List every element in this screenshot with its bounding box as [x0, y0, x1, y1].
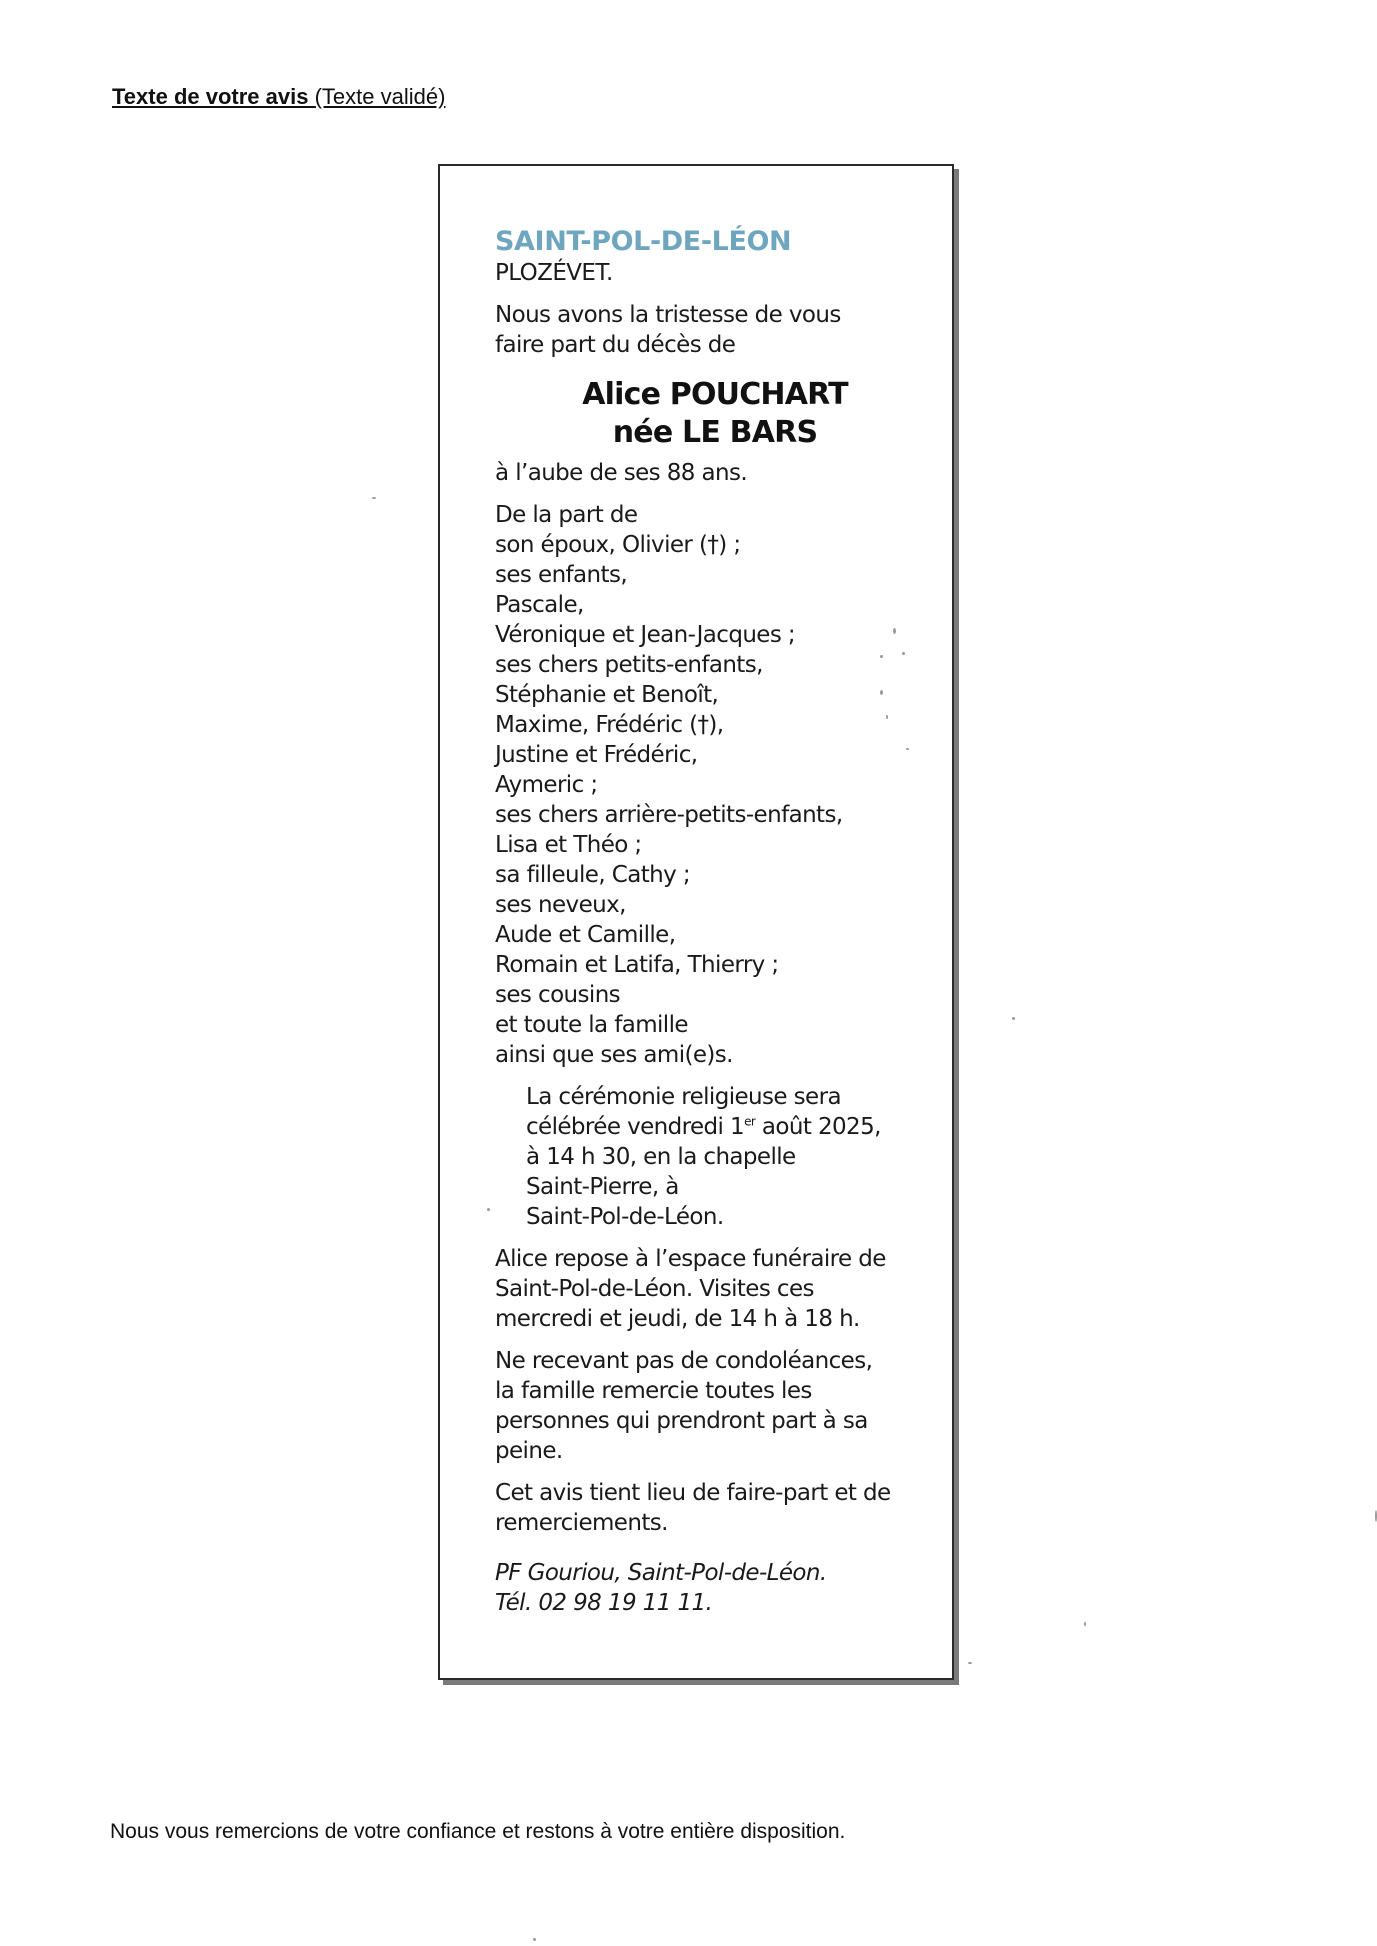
scan-speck	[1084, 1622, 1086, 1626]
deceased-name-block	[495, 376, 935, 452]
obituary-notice	[438, 164, 954, 1680]
ceremony-date-line	[526, 1112, 935, 1142]
family-line: Maxime, Frédéric (†),	[495, 712, 724, 738]
funeral-home-name: PF Gouriou, Saint-Pol-de-Léon.	[495, 1560, 827, 1586]
ceremony-line: La cérémonie religieuse sera	[526, 1084, 841, 1110]
intro-line: Nous avons la tristesse de vous	[495, 302, 841, 328]
family-line: Justine et Frédéric,	[495, 742, 698, 768]
faire-part-info	[495, 1478, 935, 1538]
scan-speck	[1012, 1017, 1015, 1020]
scan-speck	[902, 652, 905, 655]
scan-speck	[880, 690, 883, 695]
family-line: Pascale,	[495, 592, 584, 618]
ceremony-date-after: août 2025,	[755, 1114, 881, 1140]
scan-speck	[886, 715, 888, 719]
scan-speck	[880, 655, 883, 658]
ceremony-details	[495, 1082, 935, 1232]
intro-line: faire part du décès de	[495, 332, 736, 358]
family-line: son époux, Olivier (†) ;	[495, 532, 741, 558]
family-line: Stéphanie et Benoît,	[495, 682, 719, 708]
family-line: Romain et Latifa, Thierry ;	[495, 952, 779, 978]
condolence-line: peine.	[495, 1438, 563, 1464]
faire-part-line: Cet avis tient lieu de faire-part et de	[495, 1480, 891, 1506]
scan-speck	[906, 748, 909, 750]
family-line: ses chers arrière-petits-enfants,	[495, 802, 843, 828]
family-line: De la part de	[495, 502, 638, 528]
deceased-maiden-name: née LE BARS	[612, 415, 818, 450]
family-line: et toute la famille	[495, 1012, 688, 1038]
family-line: ses neveux,	[495, 892, 626, 918]
scan-speck	[968, 1662, 972, 1664]
scan-speck	[893, 628, 896, 634]
condolence-line: personnes qui prendront part à sa	[495, 1408, 868, 1434]
repose-info	[495, 1244, 935, 1334]
notice-content	[495, 226, 935, 1618]
repose-line: Alice repose à l’espace funéraire de	[495, 1246, 886, 1272]
condolence-line: Ne recevant pas de condoléances,	[495, 1348, 873, 1374]
family-line: Lisa et Théo ;	[495, 832, 642, 858]
scan-speck	[372, 497, 376, 499]
header-status: (Texte validé)	[314, 84, 446, 109]
funeral-home-info	[495, 1558, 935, 1618]
scan-speck	[533, 1938, 536, 1941]
faire-part-line: remerciements.	[495, 1510, 668, 1536]
repose-line: Saint-Pol-de-Léon. Visites ces	[495, 1276, 814, 1302]
condolence-info	[495, 1346, 935, 1466]
ceremony-date-ordinal: er	[744, 1114, 756, 1129]
family-line: Véronique et Jean-Jacques ;	[495, 622, 796, 648]
footer-message: Nous vous remercions de votre confiance et restons à votre entière disposition.	[110, 1820, 846, 1843]
ceremony-line: Saint-Pol-de-Léon.	[526, 1204, 724, 1230]
ceremony-date-before: célébrée vendredi 1	[526, 1114, 745, 1140]
family-line: ses enfants,	[495, 562, 628, 588]
family-line: sa filleule, Cathy ;	[495, 862, 690, 888]
notice-intro	[495, 300, 935, 360]
ceremony-line: Saint-Pierre, à	[526, 1174, 679, 1200]
header-title: Texte de votre avis	[112, 84, 309, 109]
notice-town: SAINT-POL-DE-LÉON	[495, 226, 792, 257]
funeral-home-phone: Tél. 02 98 19 11 11.	[495, 1590, 713, 1616]
family-line: Aymeric ;	[495, 772, 598, 798]
scan-speck	[487, 1208, 490, 1211]
page-header	[112, 84, 445, 110]
condolence-line: la famille remercie toutes les	[495, 1378, 812, 1404]
repose-line: mercredi et jeudi, de 14 h à 18 h.	[495, 1306, 860, 1332]
notice-subtown: PLOZÉVET.	[495, 260, 613, 286]
deceased-name: Alice POUCHART	[582, 377, 848, 412]
family-list	[495, 500, 935, 1070]
family-line: ses cousins	[495, 982, 621, 1008]
family-line: ainsi que ses ami(e)s.	[495, 1042, 733, 1068]
family-line: Aude et Camille,	[495, 922, 676, 948]
age-line: à l’aube de ses 88 ans.	[495, 460, 748, 486]
ceremony-line: à 14 h 30, en la chapelle	[526, 1144, 796, 1170]
family-line: ses chers petits-enfants,	[495, 652, 763, 678]
